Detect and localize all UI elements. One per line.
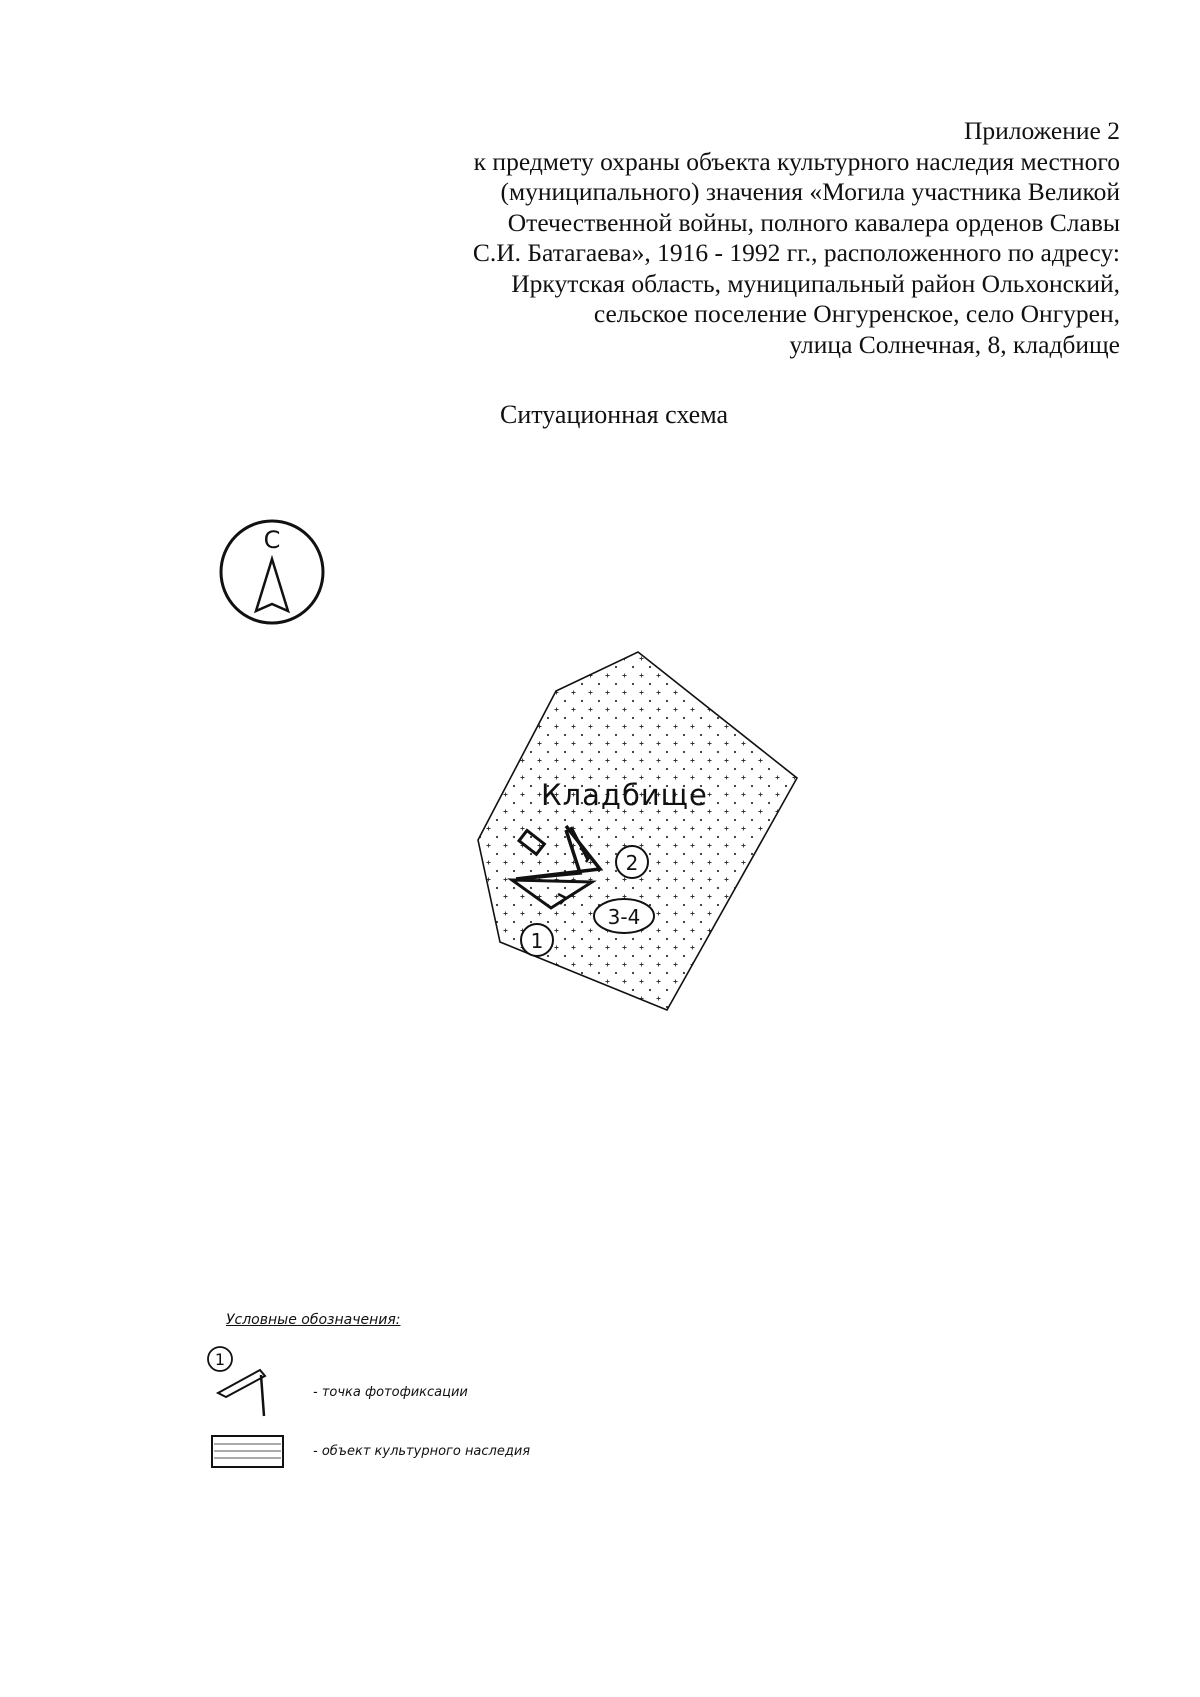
header-line-2: (муниципального) значения «Могила участника Великой xyxy=(500,177,1120,206)
svg-text:1: 1 xyxy=(214,1350,226,1369)
svg-text:3-4: 3-4 xyxy=(607,905,641,929)
legend-photo-point-text: - точка фотофиксации xyxy=(313,1385,468,1400)
header-line-4: С.И. Батагаева», 1916 - 1992 гг., расположенного по адресу: xyxy=(472,238,1120,267)
scheme-title: Ситуационная схема xyxy=(500,400,729,429)
cemetery-label: Кладбище xyxy=(541,778,708,812)
photo-point-marker-3-4 xyxy=(594,899,654,933)
photo-point-icon xyxy=(208,1347,265,1416)
header-line-6: сельское поселение Онгуренское, село Онгурен, xyxy=(593,299,1120,328)
legend-heritage-object-text: - объект культурного наследия xyxy=(313,1444,531,1459)
header-line-3: Отечественной войны, полного кавалера орденов Славы xyxy=(507,207,1120,237)
header-line-5: Иркутская область, муниципальный район Ольхонский, xyxy=(511,268,1120,298)
header-line-1: к предмету охраны объекта культурного наследия местного xyxy=(473,146,1120,176)
heritage-object-icon xyxy=(212,1436,283,1467)
appendix-number: Приложение 2 xyxy=(964,116,1120,145)
header-line-7: улица Солнечная, 8, кладбище xyxy=(789,329,1120,359)
photo-point-marker-2 xyxy=(616,846,648,878)
svg-text:2: 2 xyxy=(625,851,639,875)
photo-point-marker-1 xyxy=(521,924,553,956)
compass-letter: С xyxy=(263,526,281,554)
svg-text:1: 1 xyxy=(530,929,544,953)
north-arrow-icon xyxy=(221,521,323,623)
legend-title: Условные обозначения: xyxy=(226,1312,401,1328)
